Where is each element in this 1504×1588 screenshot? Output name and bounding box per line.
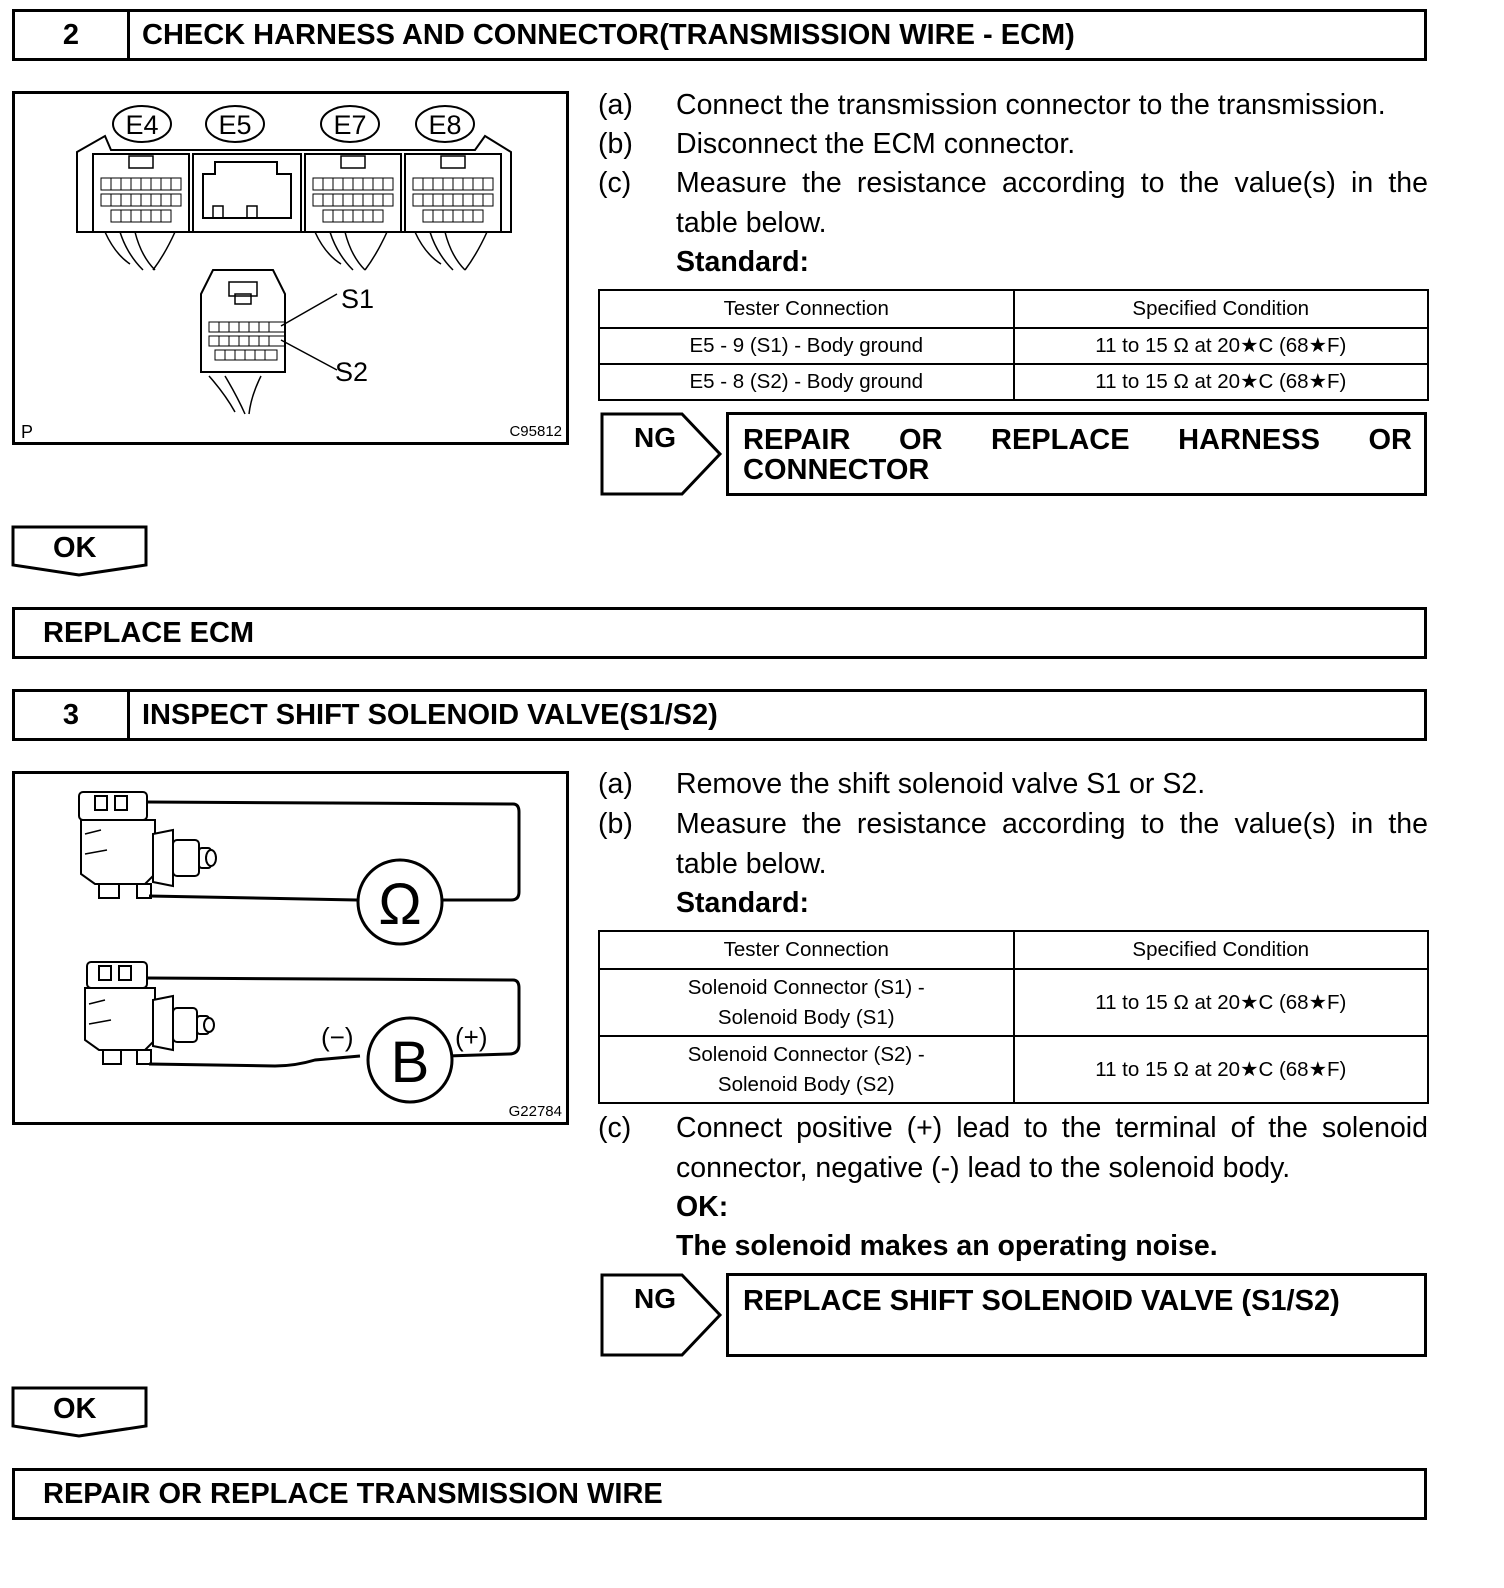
table-cell: 11 to 15 Ω at 20★C (68★F) (1014, 364, 1429, 400)
table-cell: 11 to 15 Ω at 20★C (68★F) (1014, 1036, 1429, 1103)
step-text: Connect positive (+) lead to the terminal of the solenoid connector, negative (-) lead to the solenoid body. (676, 1112, 1428, 1184)
figure-corner-label: P (21, 422, 34, 442)
step-2-c (598, 164, 1428, 244)
table-cell: E5 - 9 (S1) - Body ground (599, 328, 1014, 364)
step-2-b (598, 125, 1428, 165)
step-2-number: 2 (15, 12, 130, 58)
ng-action-line-1: REPAIR OR REPLACE HARNESS OR (743, 424, 1412, 456)
step-2-header (12, 9, 1427, 61)
step-label: (a) (598, 768, 633, 800)
table-cell: 11 to 15 Ω at 20★C (68★F) (1014, 328, 1429, 364)
battery-symbol: B (390, 1030, 430, 1095)
label-s1: S1 (341, 284, 375, 314)
table-row (599, 328, 1428, 364)
table-header: Specified Condition (1014, 290, 1429, 328)
step-2-ng-arrow (600, 412, 724, 496)
step-2-a (598, 86, 1428, 126)
step-text: Measure the resistance according to the value(s) in the table below. (676, 808, 1428, 880)
step-text: Connect the transmission connector to the transmission. (676, 89, 1386, 121)
step-label: (c) (598, 1112, 632, 1144)
table-cell: E5 - 8 (S2) - Body ground (599, 364, 1014, 400)
step-3-ng-arrow (600, 1273, 724, 1357)
step-label: (c) (598, 167, 632, 199)
figure-id: C95812 (509, 423, 562, 440)
step-3-ng-action (726, 1273, 1427, 1357)
ok-heading: OK: (676, 1191, 729, 1223)
step-text: Measure the resistance according to the value(s) in the table below. (676, 167, 1428, 239)
table-row (599, 969, 1428, 1036)
table-cell: Solenoid Connector (S2) - Solenoid Body (S2) (599, 1036, 1014, 1103)
step-3-ok-arrow (11, 1386, 149, 1438)
step-3-header (12, 689, 1427, 741)
step-3-a (598, 765, 1428, 805)
step-label: (b) (598, 128, 633, 160)
table-row (599, 1036, 1428, 1103)
label-e8: E8 (428, 110, 462, 140)
solenoid-s1-drawing (79, 792, 216, 898)
figure-id: G22784 (508, 1103, 562, 1120)
step-2-spec-table (598, 289, 1429, 401)
table-header: Tester Connection (599, 931, 1014, 969)
solenoid-figure (12, 771, 569, 1125)
step-label: (a) (598, 89, 633, 121)
standard-label: Standard: (676, 246, 810, 278)
step-label: (b) (598, 808, 633, 840)
ng-label: NG (634, 1283, 676, 1314)
ng-action-text: REPLACE SHIFT SOLENOID VALVE (S1/S2) (743, 1285, 1340, 1317)
ng-label: NG (634, 422, 676, 453)
connector-figure (12, 91, 569, 445)
table-header-row (599, 931, 1428, 969)
label-e7: E7 (333, 110, 367, 140)
negative-label: (−) (321, 1022, 354, 1052)
label-s2: S2 (335, 357, 369, 387)
table-cell: Solenoid Connector (S1) - Solenoid Body (S1) (599, 969, 1014, 1036)
table-row (599, 364, 1428, 400)
standard-label: Standard: (676, 887, 810, 919)
solenoid-test-diagram (15, 774, 566, 1122)
table-cell: 11 to 15 Ω at 20★C (68★F) (1014, 969, 1429, 1036)
connector-e5 (193, 154, 301, 232)
step-text: Disconnect the ECM connector. (676, 128, 1076, 160)
step-2-ng-action (726, 412, 1427, 496)
step-2-ok-arrow (11, 525, 149, 577)
ohm-symbol: Ω (378, 872, 422, 937)
table-header-row (599, 290, 1428, 328)
ok-label: OK (53, 1393, 97, 1425)
step-3-b (598, 805, 1428, 885)
step-3-number: 3 (15, 692, 130, 738)
ecm-connector-diagram (15, 94, 566, 442)
connector-e7 (305, 154, 401, 232)
step-2-ok-action: REPLACE ECM (12, 607, 1427, 659)
connector-e4 (93, 154, 189, 232)
step-3-ok-action: REPAIR OR REPLACE TRANSMISSION WIRE (12, 1468, 1427, 1520)
table-header: Specified Condition (1014, 931, 1429, 969)
step-3-title: INSPECT SHIFT SOLENOID VALVE(S1/S2) (142, 698, 718, 731)
step-2-title: CHECK HARNESS AND CONNECTOR(TRANSMISSION WIRE - ECM) (142, 18, 1075, 51)
step-3-spec-table (598, 930, 1429, 1104)
step-3-c (598, 1109, 1428, 1189)
table-header: Tester Connection (599, 290, 1014, 328)
transmission-connector (201, 270, 337, 414)
label-e4: E4 (125, 110, 159, 140)
connector-e8 (405, 154, 501, 232)
label-e5: E5 (218, 110, 252, 140)
ok-condition: The solenoid makes an operating noise. (676, 1230, 1218, 1262)
ok-label: OK (53, 532, 97, 564)
ng-action-line-2: CONNECTOR (743, 454, 930, 486)
step-text: Remove the shift solenoid valve S1 or S2. (676, 768, 1206, 800)
positive-label: (+) (455, 1022, 488, 1052)
